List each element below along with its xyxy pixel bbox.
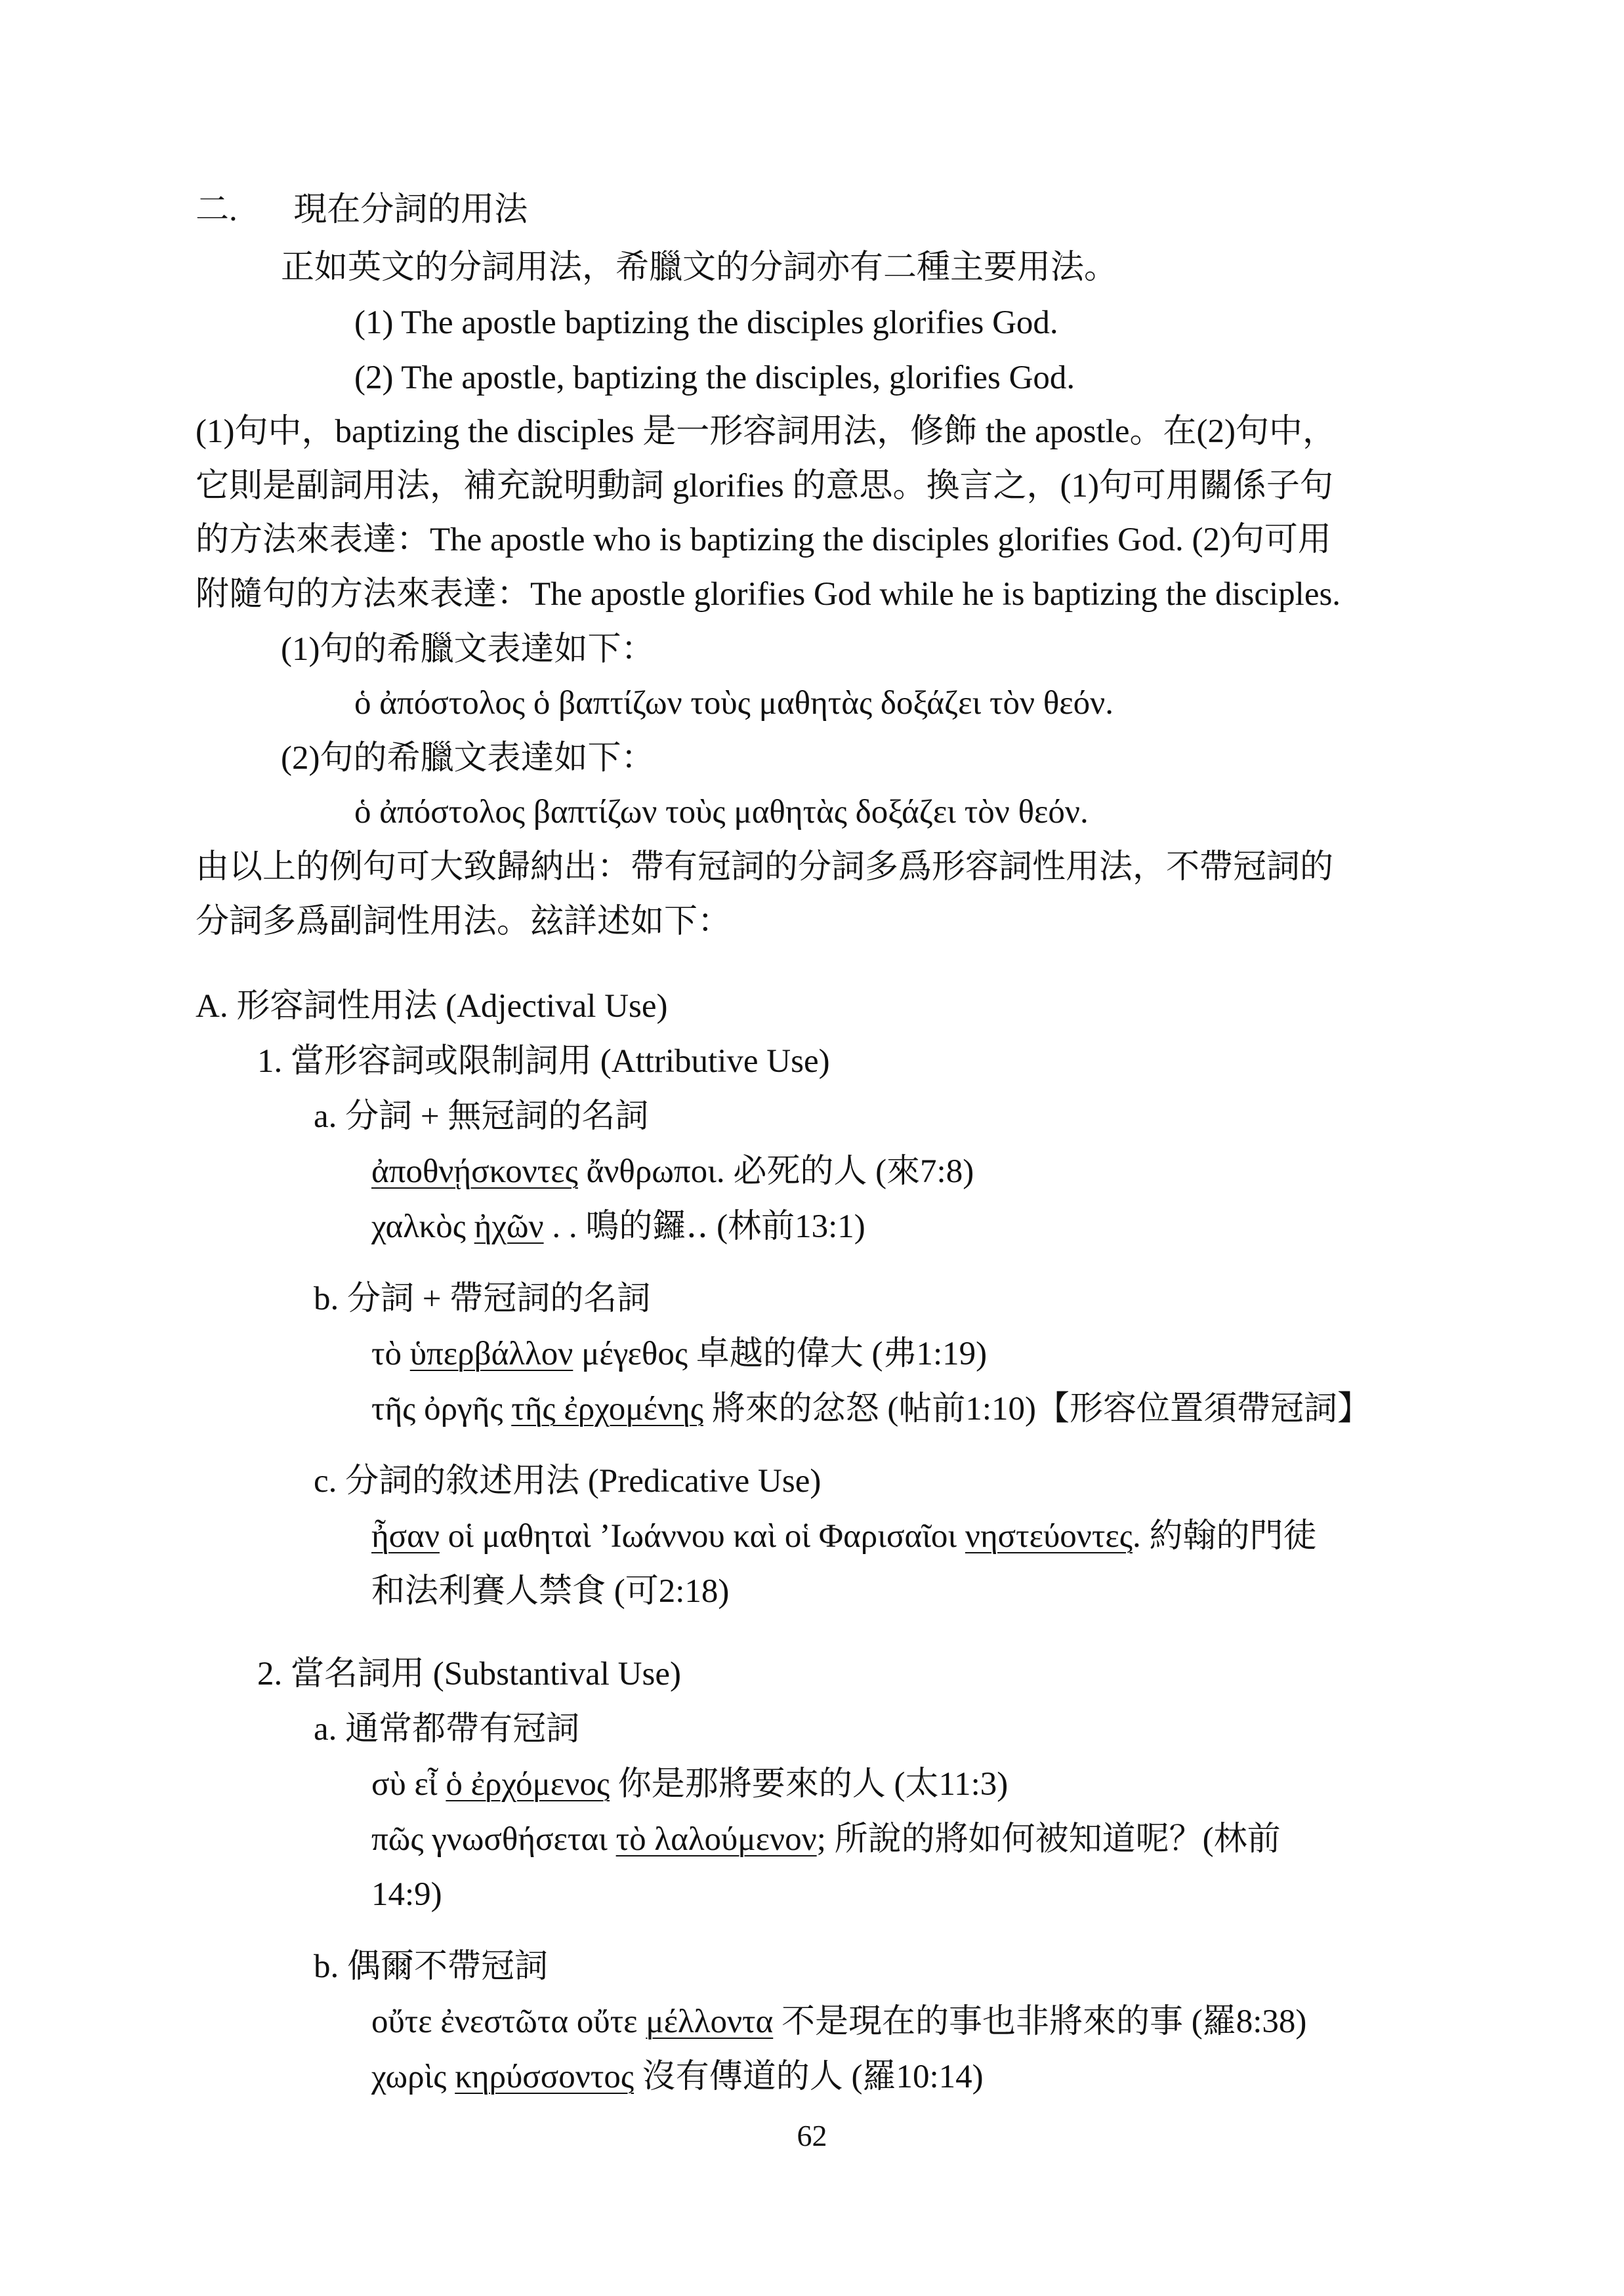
paragraph-line: 的方法來表達：The apostle who is baptizing the disciples glorifies God. (2)句可用	[196, 522, 1331, 558]
paragraph-line: 附隨句的方法來表達：The apostle glorifies God while he is baptizing the disciples.	[196, 576, 1341, 613]
heading-a: A. 形容詞性用法 (Adjectival Use)	[196, 988, 668, 1025]
underlined-participle: ἀποθνῄσκοντες	[371, 1153, 578, 1190]
page-number: 62	[797, 2119, 827, 2152]
underlined-participle: μέλλοντα	[646, 2003, 774, 2040]
example-line: τὸ ὑπερβάλλον μέγεθος 卓越的偉大 (弗1:19)	[371, 1336, 988, 1372]
heading-a-2-a: a. 通常都帶有冠詞	[314, 1711, 580, 1748]
underlined-participle: ὑπερβάλλον	[409, 1336, 573, 1372]
example-2: (2) The apostle, baptizing the disciples, glorifies God.	[354, 359, 1075, 396]
underlined-participle: ἦσαν	[371, 1518, 440, 1555]
example-line: χωρὶς κηρύσσοντος 沒有傳道的人 (羅10:14)	[371, 2059, 984, 2095]
intro-line: 正如英文的分詞用法，希臘文的分詞亦有二種主要用法。	[281, 249, 1118, 286]
section-number: 二.	[196, 192, 238, 228]
greek-intro-1: (1)句的希臘文表達如下：	[281, 631, 655, 668]
paragraph-line: (1)句中，baptizing the disciples 是一形容詞用法，修飾 the apostle。在(2)句中，	[196, 413, 1337, 450]
greek-sentence-2: ὁ ἀπόστολος βαπτίζων τοὺς μαθητὰς δοξάζει τὸν θεόν.	[354, 794, 1089, 830]
example-line: ἦσαν οἱ μαθηταὶ ’Ιωάννου καὶ οἱ Φαρισαῖοι νηστεύοντες. 約翰的門徒	[371, 1518, 1317, 1555]
example-line: πῶς γνωσθήσεται τὸ λαλούμενον; 所說的將如何被知道呢？(林前	[371, 1821, 1281, 1858]
example-line: σὺ εἶ ὁ ἐρχόμενος 你是那將要來的人 (太11:3)	[371, 1766, 1009, 1803]
section-heading	[196, 190, 528, 230]
example-line: χαλκὸς ἠχῶν . . 鳴的鑼‥ (林前13:1)	[371, 1208, 865, 1245]
summary-line: 分詞多爲副詞性用法。玆詳述如下：	[196, 903, 732, 940]
example-1: (1) The apostle baptizing the disciples glorifies God.	[354, 304, 1058, 341]
summary-line: 由以上的例句可大致歸納出：帶有冠詞的分詞多爲形容詞性用法，不帶冠詞的	[196, 849, 1334, 886]
paragraph-line: 它則是副詞用法，補充說明動詞 glorifies 的意思。換言之，(1)句可用關係子句	[196, 468, 1333, 504]
example-line: οὔτε ἐνεστῶτα οὔτε μέλλοντα 不是現在的事也非將來的事 (羅8:38)	[371, 2003, 1307, 2040]
underlined-participle: νηστεύοντες	[965, 1518, 1133, 1555]
underlined-participle: τὸ λαλούμενον	[615, 1821, 817, 1858]
example-line-continued: 和法利賽人禁食 (可2:18)	[371, 1573, 730, 1610]
heading-a-2: 2. 當名詞用 (Substantival Use)	[257, 1656, 681, 1692]
greek-sentence-1: ὁ ἀπόστολος ὁ βαπτίζων τοὺς μαθητὰς δοξάζει τὸν θεόν.	[354, 685, 1114, 722]
underlined-participle: κηρύσσοντος	[455, 2059, 635, 2095]
underlined-participle: τῆς ἐρχομένης	[511, 1391, 703, 1427]
greek-intro-2: (2)句的希臘文表達如下：	[281, 740, 655, 777]
underlined-participle: ἠχῶν	[474, 1208, 544, 1245]
example-line-continued: 14:9)	[371, 1876, 442, 1913]
heading-a-1-a: a. 分詞 + 無冠詞的名詞	[314, 1098, 649, 1135]
section-title: 現在分詞的用法	[293, 192, 528, 228]
heading-a-1-c: c. 分詞的敘述用法 (Predicative Use)	[314, 1463, 822, 1500]
underlined-participle: ὁ ἐρχόμενος	[446, 1766, 610, 1803]
example-line: τῆς ὀργῆς τῆς ἐρχομένης 將來的忿怒 (帖前1:10)【形容位置須帶冠詞】	[371, 1391, 1371, 1427]
example-line: ἀποθνῄσκοντες ἄνθρωποι. 必死的人 (來7:8)	[371, 1153, 974, 1190]
heading-a-2-b: b. 偶爾不帶冠詞	[314, 1948, 549, 1985]
heading-a-1: 1. 當形容詞或限制詞用 (Attributive Use)	[257, 1043, 830, 1080]
heading-a-1-b: b. 分詞 + 帶冠詞的名詞	[314, 1281, 651, 1317]
